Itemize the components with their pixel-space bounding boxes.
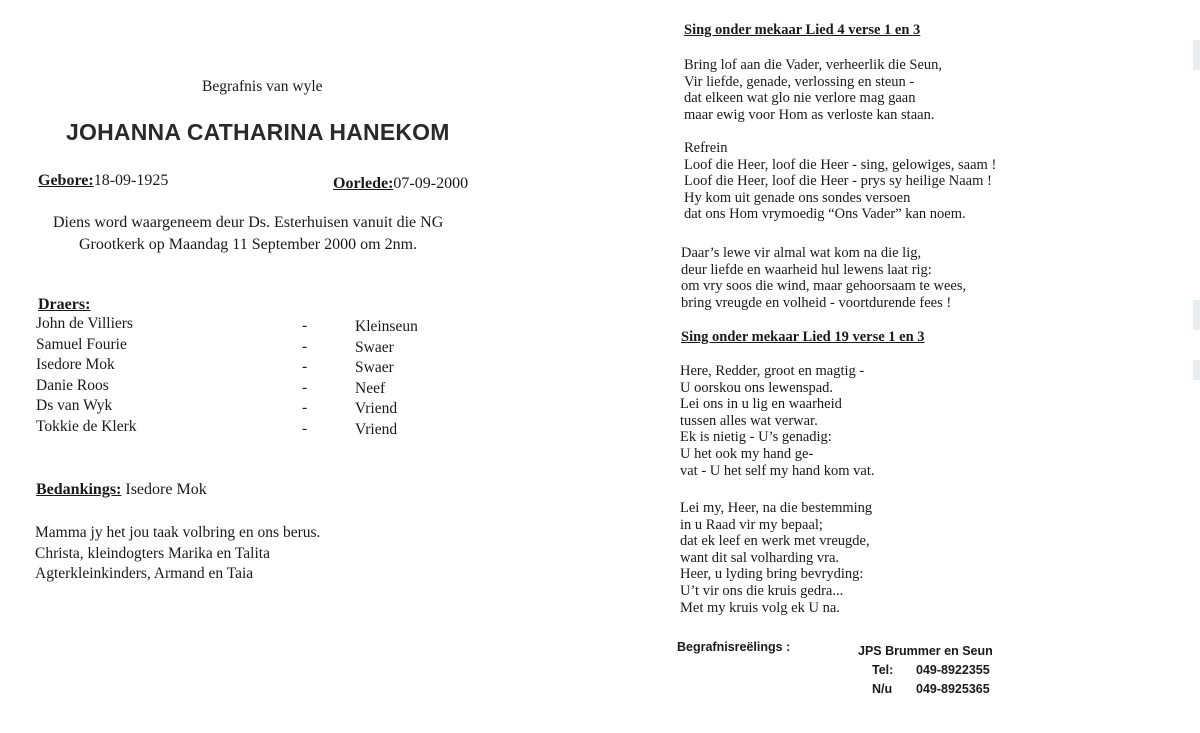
bearer-name: Ds van Wyk <box>36 397 113 414</box>
arrangements-label: Begrafnisreëlings : <box>677 640 791 654</box>
bearers-list <box>36 315 456 438</box>
died-label: Oorlede: <box>333 175 394 192</box>
verse-line: Daar’s lewe vir almal wat kom na die lig, <box>681 245 922 261</box>
deceased-name: JOHANNA CATHARINA HANEKOM <box>66 119 450 145</box>
verse-line: maar ewig voor Hom as verloste kan staan. <box>684 106 935 123</box>
bearer-name: Samuel Fourie <box>36 335 127 353</box>
born-label: Gebore: <box>38 172 94 189</box>
verse-line: Lei ons in u lig en waarheid <box>680 396 842 413</box>
verse-line: Vir liefde, genade, verlossing en steun - <box>684 73 915 90</box>
song2-title: Sing onder mekaar Lied 19 verse 1 en 3 <box>681 329 925 345</box>
verse-line: dat ek leef en werk met vreugde, <box>680 533 870 550</box>
scan-edge-mark <box>1193 40 1200 70</box>
verse-line: tussen alles wat verwar. <box>680 412 818 429</box>
scan-edge-mark <box>1193 300 1200 330</box>
died-date: 07-09-2000 <box>393 175 469 192</box>
bearer-relation: Neef <box>355 379 386 397</box>
refrain-heading: Refrein <box>684 140 728 156</box>
verse-line: dat ons Hom vrymoedig “Ons Vader” kan noem. <box>684 206 966 223</box>
bearer-relation: Vriend <box>355 420 398 438</box>
nu-label: N/u <box>872 682 893 696</box>
verse-line: Loof die Heer, loof die Heer - sing, gelowiges, saam ! <box>684 156 997 173</box>
verse-line: U oorskou ons lewenspad. <box>680 379 834 396</box>
verse-line: om vry soos die wind, maar gehoorsaam te wees, <box>681 278 967 295</box>
bearers-label: Draers: <box>38 296 91 313</box>
verse-line: bring vreugde en volheid - voortdurende fees ! <box>681 294 952 311</box>
service-line-2: Grootkerk op Maandag 11 September 2000 om 2nm. <box>79 236 418 253</box>
tel-label: Tel: <box>872 663 894 677</box>
song1-verse1 <box>684 57 942 123</box>
verse-line: Bring lof aan die Vader, verheerlik die Seun, <box>684 57 943 73</box>
bearer-relation: Swaer <box>355 338 394 356</box>
scan-edge-mark <box>1193 360 1200 380</box>
heading: Begrafnis van wyle <box>202 78 323 95</box>
verse-line: Ek is nietig - U’s genadig: <box>680 429 832 446</box>
closing-line: Mamma jy het jou taak volbring en ons berus. <box>35 524 321 541</box>
bearer-dash: - <box>302 419 308 437</box>
verse-line: Here, Redder, groot en magtig - <box>680 363 865 379</box>
thanks-name: Isedore Mok <box>125 481 207 498</box>
bearer-row <box>36 356 456 377</box>
funeral-home: JPS Brummer en Seun <box>858 644 993 658</box>
verse-line: Met my kruis volg ek U na. <box>680 599 840 616</box>
song2-verse1 <box>680 363 875 479</box>
song1-verse3 <box>681 245 966 311</box>
verse-line: in u Raad vir my bepaal; <box>680 516 823 533</box>
bearer-name: Danie Roos <box>36 376 109 394</box>
closing-line: Agterkleinkinders, Armand en Taia <box>35 565 254 582</box>
thanks-label: Bedankings: <box>36 481 122 498</box>
verse-line: Hy kom uit genade ons sondes versoen <box>684 189 911 206</box>
bearer-row <box>36 397 456 418</box>
verse-line: U het ook my hand ge- <box>680 445 814 462</box>
bearer-relation: Vriend <box>355 400 398 417</box>
bearer-name: John de Villiers <box>36 315 133 332</box>
verse-line: vat - U het self my hand kom vat. <box>680 462 875 479</box>
bearer-dash: - <box>302 358 308 375</box>
tel-number: 049-8922355 <box>916 663 990 677</box>
verse-line: deur liefde en waarheid hul lewens laat rig: <box>681 261 932 278</box>
bearer-row <box>36 315 456 336</box>
verse-line: dat elkeen wat glo nie verlore mag gaan <box>684 90 916 107</box>
bearer-relation: Kleinseun <box>355 318 418 335</box>
verse-line: Lei my, Heer, na die bestemming <box>680 500 873 516</box>
bearer-row <box>36 418 456 439</box>
bearer-row <box>36 336 456 357</box>
nu-number: 049-8925365 <box>916 682 990 696</box>
bearer-name: Tokkie de Klerk <box>36 417 137 435</box>
verse-line: Loof die Heer, loof die Heer - prys sy heilige Naam ! <box>684 173 992 190</box>
bearer-dash: - <box>302 317 308 334</box>
closing-line: Christa, kleindogters Marika en Talita <box>35 544 270 562</box>
verse-line: Heer, u lyding bring bevryding: <box>680 566 864 583</box>
verse-line: U’t vir ons die kruis gedra... <box>680 582 844 599</box>
born-line <box>38 172 168 190</box>
song1-title: Sing onder mekaar Lied 4 verse 1 en 3 <box>684 22 921 38</box>
died-line <box>333 175 468 193</box>
song2-verse3 <box>680 500 872 616</box>
bearer-dash: - <box>302 337 308 355</box>
bearer-row <box>36 377 456 398</box>
song1-refrain <box>684 140 996 223</box>
verse-line: want dit sal volharding vra. <box>680 549 840 566</box>
bearer-dash: - <box>302 399 308 416</box>
bearer-name: Isedore Mok <box>36 356 115 373</box>
bearer-dash: - <box>302 378 308 396</box>
bearer-relation: Swaer <box>355 359 394 376</box>
born-date: 18-09-1925 <box>93 172 169 189</box>
thanks-line <box>36 481 207 499</box>
service-line-1: Diens word waargeneem deur Ds. Esterhuisen vanuit die NG <box>53 214 444 231</box>
closing-message <box>35 523 320 585</box>
